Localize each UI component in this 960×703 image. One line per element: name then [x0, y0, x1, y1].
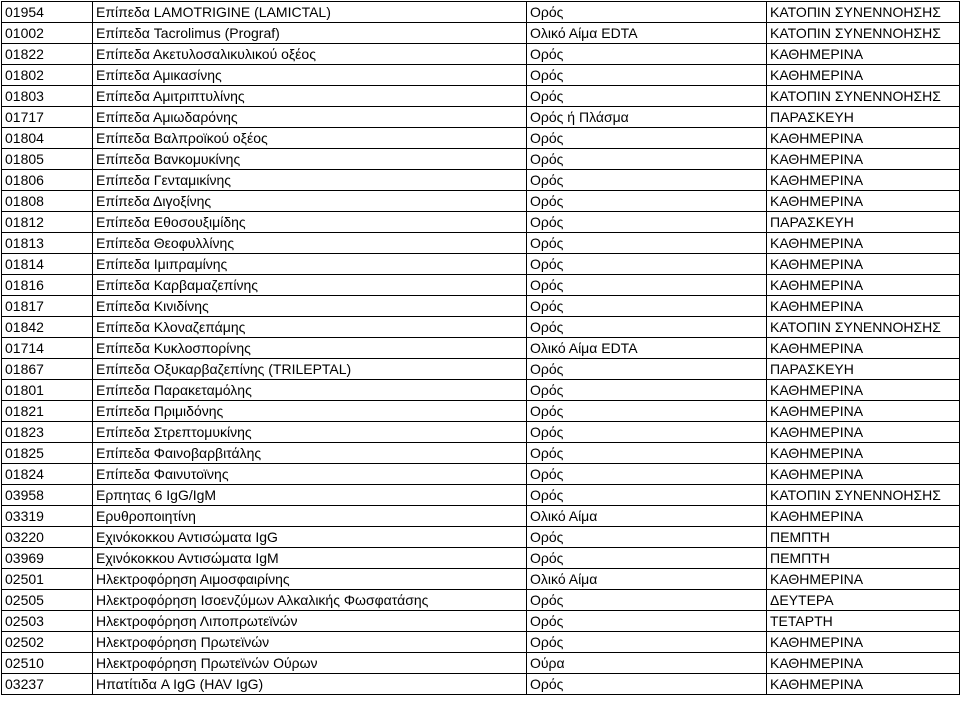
schedule-cell: ΠΑΡΑΣΚΕΥΗ [767, 212, 960, 233]
test-name-cell: Επίπεδα Διγοξίνης [93, 191, 527, 212]
schedule-cell: ΠΑΡΑΣΚΕΥΗ [767, 359, 960, 380]
sample-type-cell: Ούρα [527, 653, 767, 674]
sample-type-cell: Ορός [527, 611, 767, 632]
test-code-cell: 03237 [2, 674, 93, 695]
test-code-cell: 01842 [2, 317, 93, 338]
table-row [2, 44, 960, 65]
table-row [2, 254, 960, 275]
test-code-cell: 01954 [2, 2, 93, 23]
table-row [2, 170, 960, 191]
table-row [2, 674, 960, 695]
table-row [2, 296, 960, 317]
schedule-cell: ΠΕΜΠΤΗ [767, 527, 960, 548]
test-code-cell: 02505 [2, 590, 93, 611]
schedule-cell: ΚΑΘΗΜΕΡΙΝΑ [767, 506, 960, 527]
test-code-cell: 01813 [2, 233, 93, 254]
test-code-cell: 01808 [2, 191, 93, 212]
table-row [2, 2, 960, 23]
schedule-cell: ΔΕΥΤΕΡΑ [767, 590, 960, 611]
test-name-cell: Επίπεδα Εθοσουξιμίδης [93, 212, 527, 233]
table-row [2, 506, 960, 527]
test-name-cell: Επίπεδα Φαινοβαρβιτάλης [93, 443, 527, 464]
schedule-cell: ΚΑΘΗΜΕΡΙΝΑ [767, 233, 960, 254]
schedule-cell: ΚΑΘΗΜΕΡΙΝΑ [767, 443, 960, 464]
test-code-cell: 03220 [2, 527, 93, 548]
test-code-cell: 01825 [2, 443, 93, 464]
test-name-cell: Επίπεδα Στρεπτομυκίνης [93, 422, 527, 443]
test-name-cell: Ηπατίτιδα A IgG (HAV IgG) [93, 674, 527, 695]
table-row [2, 23, 960, 44]
schedule-cell: ΚΑΘΗΜΕΡΙΝΑ [767, 401, 960, 422]
test-name-cell: Επίπεδα Κυκλοσπορίνης [93, 338, 527, 359]
table-row [2, 317, 960, 338]
test-code-cell: 01714 [2, 338, 93, 359]
table-row [2, 338, 960, 359]
sample-type-cell: Ορός [527, 2, 767, 23]
test-code-cell: 03969 [2, 548, 93, 569]
sample-type-cell: Ορός [527, 485, 767, 506]
test-code-cell: 01812 [2, 212, 93, 233]
table-row [2, 569, 960, 590]
schedule-cell: ΚΑΤΟΠΙΝ ΣΥΝΕΝΝΟΗΣΗΣ [767, 2, 960, 23]
table-row [2, 632, 960, 653]
sample-type-cell: Ορός [527, 527, 767, 548]
sample-type-cell: Ορός [527, 44, 767, 65]
table-row [2, 65, 960, 86]
test-code-cell: 03958 [2, 485, 93, 506]
test-name-cell: Επίπεδα Αμικασίνης [93, 65, 527, 86]
schedule-cell: ΚΑΘΗΜΕΡΙΝΑ [767, 674, 960, 695]
table-row [2, 548, 960, 569]
lab-test-table [1, 1, 960, 695]
sample-type-cell: Ορός [527, 128, 767, 149]
test-code-cell: 02510 [2, 653, 93, 674]
sample-type-cell: Ορός [527, 254, 767, 275]
schedule-cell: ΤΕΤΑΡΤΗ [767, 611, 960, 632]
schedule-cell: ΚΑΤΟΠΙΝ ΣΥΝΕΝΝΟΗΣΗΣ [767, 86, 960, 107]
table-row [2, 527, 960, 548]
sample-type-cell: Ορός [527, 296, 767, 317]
test-code-cell: 01806 [2, 170, 93, 191]
sample-type-cell: Ορός [527, 548, 767, 569]
sample-type-cell: Ορός [527, 674, 767, 695]
table-row [2, 380, 960, 401]
schedule-cell: ΚΑΘΗΜΕΡΙΝΑ [767, 422, 960, 443]
schedule-cell: ΚΑΘΗΜΕΡΙΝΑ [767, 170, 960, 191]
test-name-cell: Επίπεδα Ιμιπραμίνης [93, 254, 527, 275]
test-name-cell: Επίπεδα Πριμιδόνης [93, 401, 527, 422]
test-code-cell: 02503 [2, 611, 93, 632]
test-code-cell: 01816 [2, 275, 93, 296]
table-row [2, 485, 960, 506]
table-row [2, 107, 960, 128]
test-code-cell: 02502 [2, 632, 93, 653]
test-name-cell: Ερπητας 6 IgG/IgM [93, 485, 527, 506]
sample-type-cell: Ορός [527, 380, 767, 401]
schedule-cell: ΚΑΘΗΜΕΡΙΝΑ [767, 464, 960, 485]
schedule-cell: ΚΑΘΗΜΕΡΙΝΑ [767, 191, 960, 212]
sample-type-cell: Ολικό Αίμα EDTA [527, 23, 767, 44]
test-code-cell: 01823 [2, 422, 93, 443]
test-name-cell: Επίπεδα Ακετυλοσαλικυλικού οξέος [93, 44, 527, 65]
sample-type-cell: Ορός [527, 443, 767, 464]
table-row [2, 149, 960, 170]
sample-type-cell: Ορός [527, 590, 767, 611]
test-name-cell: Επίπεδα Κινιδίνης [93, 296, 527, 317]
test-code-cell: 03319 [2, 506, 93, 527]
test-name-cell: Επίπεδα Αμιωδαρόνης [93, 107, 527, 128]
test-code-cell: 01821 [2, 401, 93, 422]
sample-type-cell: Ορός [527, 422, 767, 443]
sample-type-cell: Ορός [527, 401, 767, 422]
table-row [2, 611, 960, 632]
table-row [2, 86, 960, 107]
sample-type-cell: Ορός [527, 191, 767, 212]
sample-type-cell: Ορός [527, 275, 767, 296]
test-code-cell: 01803 [2, 86, 93, 107]
schedule-cell: ΚΑΘΗΜΕΡΙΝΑ [767, 44, 960, 65]
table-row [2, 590, 960, 611]
test-name-cell: Επίπεδα Κλοναζεπάμης [93, 317, 527, 338]
sample-type-cell: Ορός [527, 632, 767, 653]
sample-type-cell: Ολικό Αίμα EDTA [527, 338, 767, 359]
test-name-cell: Επίπεδα Αμιτριπτυλίνης [93, 86, 527, 107]
test-code-cell: 01822 [2, 44, 93, 65]
schedule-cell: ΚΑΘΗΜΕΡΙΝΑ [767, 65, 960, 86]
table-body [2, 2, 960, 695]
sample-type-cell: Ορός [527, 233, 767, 254]
test-name-cell: Ηλεκτροφόρηση Πρωτεϊνών [93, 632, 527, 653]
test-name-cell: Επίπεδα Βανκομυκίνης [93, 149, 527, 170]
schedule-cell: ΚΑΘΗΜΕΡΙΝΑ [767, 254, 960, 275]
table-row [2, 464, 960, 485]
table-row [2, 443, 960, 464]
test-name-cell: Επίπεδα Βαλπροϊκού οξέος [93, 128, 527, 149]
table-row [2, 212, 960, 233]
table-row [2, 401, 960, 422]
schedule-cell: ΠΕΜΠΤΗ [767, 548, 960, 569]
schedule-cell: ΚΑΤΟΠΙΝ ΣΥΝΕΝΝΟΗΣΗΣ [767, 317, 960, 338]
test-code-cell: 01802 [2, 65, 93, 86]
test-name-cell: Εχινόκοκκου Αντισώματα IgG [93, 527, 527, 548]
table-row [2, 653, 960, 674]
test-code-cell: 01824 [2, 464, 93, 485]
sample-type-cell: Ορός [527, 170, 767, 191]
test-name-cell: Ηλεκτροφόρηση Αιμοσφαιρίνης [93, 569, 527, 590]
sample-type-cell: Ορός [527, 149, 767, 170]
sample-type-cell: Ορός [527, 317, 767, 338]
test-name-cell: Ηλεκτροφόρηση Λιποπρωτεϊνών [93, 611, 527, 632]
test-code-cell: 01805 [2, 149, 93, 170]
test-name-cell: Επίπεδα Παρακεταμόλης [93, 380, 527, 401]
test-code-cell: 01867 [2, 359, 93, 380]
sample-type-cell: Ορός [527, 86, 767, 107]
sample-type-cell: Ολικό Αίμα [527, 569, 767, 590]
test-name-cell: Επίπεδα Καρβαμαζεπίνης [93, 275, 527, 296]
table-row [2, 359, 960, 380]
test-name-cell: Ηλεκτροφόρηση Πρωτεϊνών Ούρων [93, 653, 527, 674]
sample-type-cell: Ορός [527, 212, 767, 233]
test-code-cell: 01817 [2, 296, 93, 317]
test-name-cell: Εχινόκοκκου Αντισώματα IgM [93, 548, 527, 569]
sample-type-cell: Ορός ή Πλάσμα [527, 107, 767, 128]
schedule-cell: ΚΑΘΗΜΕΡΙΝΑ [767, 296, 960, 317]
sample-type-cell: Ορός [527, 65, 767, 86]
schedule-cell: ΚΑΘΗΜΕΡΙΝΑ [767, 632, 960, 653]
schedule-cell: ΚΑΘΗΜΕΡΙΝΑ [767, 569, 960, 590]
schedule-cell: ΠΑΡΑΣΚΕΥΗ [767, 107, 960, 128]
schedule-cell: ΚΑΘΗΜΕΡΙΝΑ [767, 653, 960, 674]
table-row [2, 191, 960, 212]
test-name-cell: Επίπεδα Οξυκαρβαζεπίνης (TRILEPTAL) [93, 359, 527, 380]
test-name-cell: Ερυθροποιητίνη [93, 506, 527, 527]
test-name-cell: Επίπεδα Θεοφυλλίνης [93, 233, 527, 254]
test-code-cell: 01801 [2, 380, 93, 401]
test-code-cell: 01814 [2, 254, 93, 275]
schedule-cell: ΚΑΘΗΜΕΡΙΝΑ [767, 149, 960, 170]
schedule-cell: ΚΑΘΗΜΕΡΙΝΑ [767, 380, 960, 401]
test-code-cell: 01002 [2, 23, 93, 44]
sample-type-cell: Ορός [527, 464, 767, 485]
table-row [2, 275, 960, 296]
test-name-cell: Επίπεδα LAMOTRIGINE (LAMICTAL) [93, 2, 527, 23]
sample-type-cell: Ορός [527, 359, 767, 380]
test-code-cell: 02501 [2, 569, 93, 590]
test-name-cell: Ηλεκτροφόρηση Ισοενζύμων Αλκαλικής Φωσφατάσης [93, 590, 527, 611]
table-row [2, 422, 960, 443]
test-name-cell: Επίπεδα Tacrolimus (Prograf) [93, 23, 527, 44]
schedule-cell: ΚΑΤΟΠΙΝ ΣΥΝΕΝΝΟΗΣΗΣ [767, 485, 960, 506]
schedule-cell: ΚΑΘΗΜΕΡΙΝΑ [767, 128, 960, 149]
table-row [2, 128, 960, 149]
test-code-cell: 01717 [2, 107, 93, 128]
table-row [2, 233, 960, 254]
schedule-cell: ΚΑΘΗΜΕΡΙΝΑ [767, 275, 960, 296]
sample-type-cell: Ολικό Αίμα [527, 506, 767, 527]
schedule-cell: ΚΑΘΗΜΕΡΙΝΑ [767, 338, 960, 359]
test-name-cell: Επίπεδα Γενταμικίνης [93, 170, 527, 191]
test-name-cell: Επίπεδα Φαινυτοϊνης [93, 464, 527, 485]
test-code-cell: 01804 [2, 128, 93, 149]
schedule-cell: ΚΑΤΟΠΙΝ ΣΥΝΕΝΝΟΗΣΗΣ [767, 23, 960, 44]
